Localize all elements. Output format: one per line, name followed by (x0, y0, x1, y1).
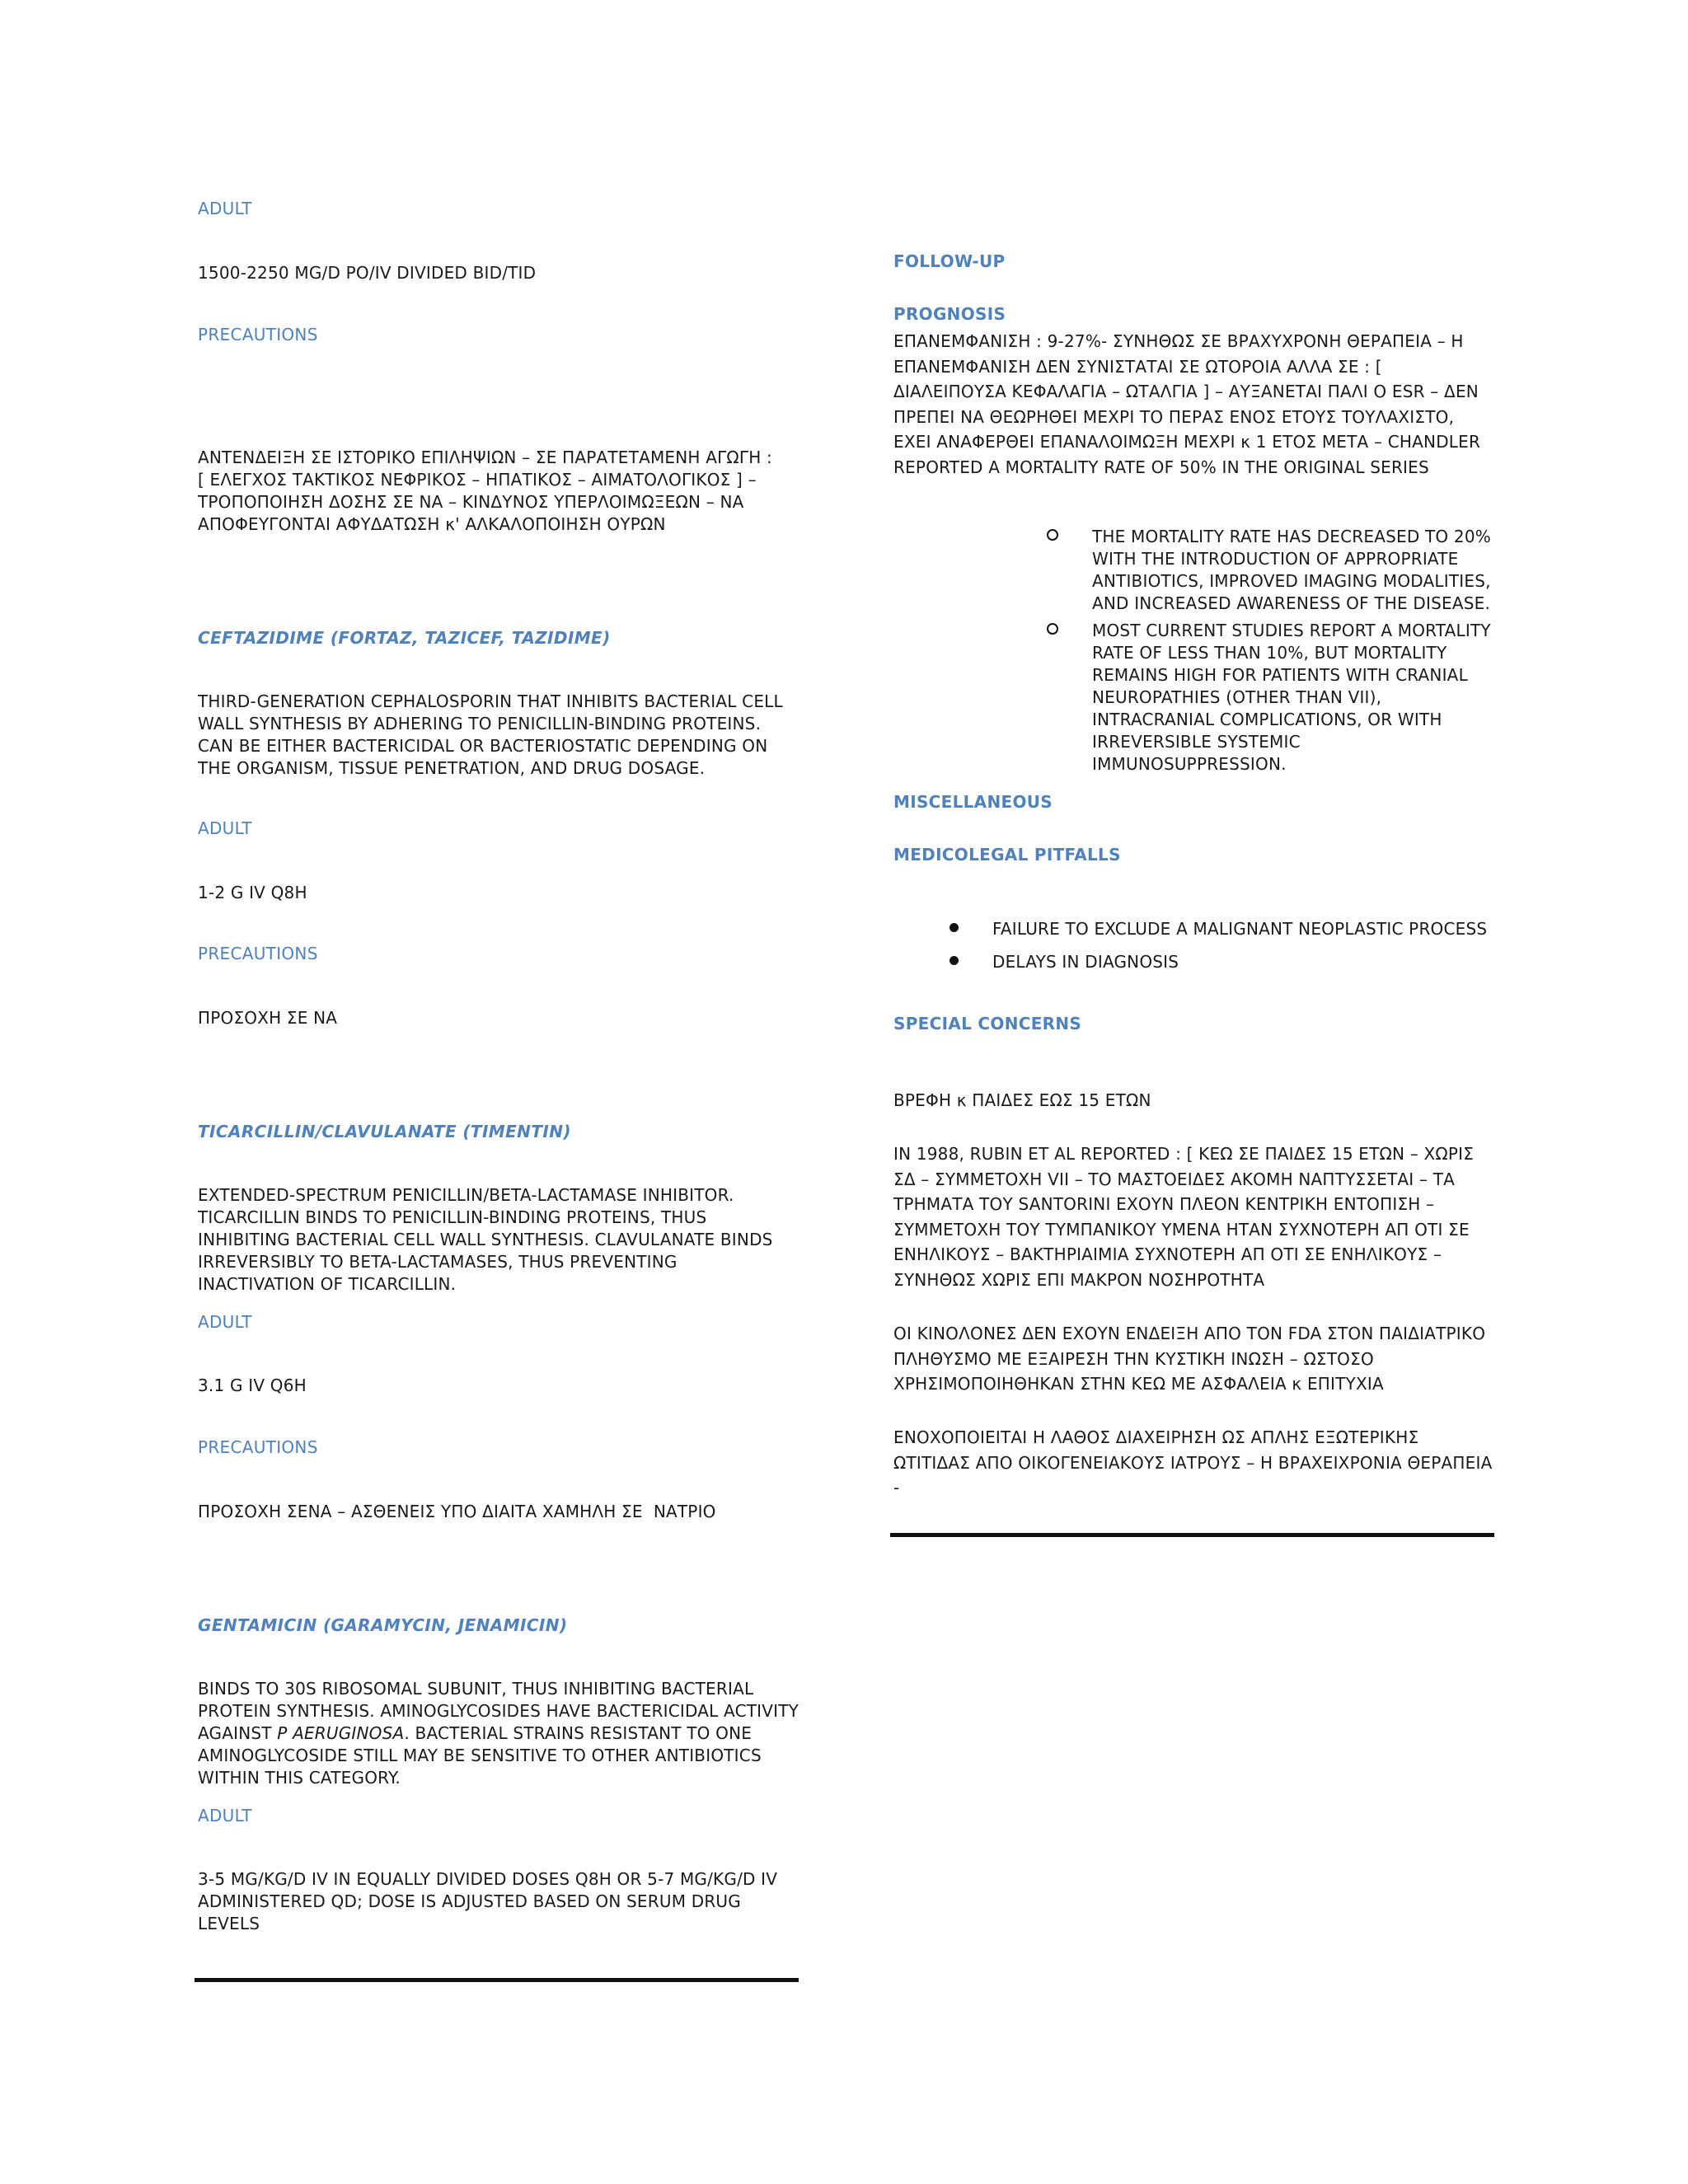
prognosis-bullet (1092, 526, 1496, 615)
pitfall-item (992, 918, 1503, 940)
adult-label-2: ADULT (198, 818, 252, 838)
adult-label-1: ADULT (198, 199, 252, 218)
adult-label-3: ADULT (198, 1312, 252, 1332)
ceftazidime-description: THIRD-GENERATION CEPHALOSPORIN THAT INHIBITS BACTERIAL CELL WALL SYNTHESIS BY ADHERING TO PENICILLIN-BINDING PROTEINS. CAN BE EITHER BACTERICIDAL OR BACTERIOSTATIC DEPENDING ON THE ORGANISM, TISSUE PENETRATION, AND DRUG DOSAGE. (198, 691, 783, 778)
adult-dose-1: 1500-2250 MG/D PO/IV DIVIDED BID/TID (198, 263, 537, 283)
ticarcillin-description: EXTENDED-SPECTRUM PENICILLIN/BETA-LACTAMASE INHIBITOR. TICARCILLIN BINDS TO PENICILLIN-BINDING PROTEINS, THUS INHIBITING BACTERIAL CELL WALL SYNTHESIS. CLAVULANATE BINDS IRREVERSIBLY TO BETA-LACTAMASES, THUS PREVENTING INACTIVATION OF TICARCILLIN. (198, 1185, 773, 1294)
pitfalls-list (992, 918, 1503, 973)
gentamicin-desc-part-b: . BACTERIAL STRAINS RESISTANT TO ONE AMINOGLYCOSIDE STILL MAY BE SENSITIVE TO OTHER ANTIBIOTICS WITHIN THIS CATEGORY. (198, 1723, 762, 1788)
precautions-label-3: PRECAUTIONS (198, 1437, 318, 1457)
precautions-text-1: ΑΝΤΕΝΔΕΙΞΗ ΣΕ ΙΣΤΟΡΙΚΟ ΕΠΙΛΗΨΙΩΝ – ΣΕ ΠΑΡΑΤΕΤΑΜΕΝΗ ΑΓΩΓΗ : [ ΕΛΕΓΧΟΣ ΤΑΚΤΙΚΟΣ ΝΕΦΡΙΚΟΣ – ΗΠΑΤΙΚΟΣ – ΑΙΜΑΤΟΛΟΓΙΚΟΣ ] – ΤΡΟΠΟΠΟΙΗΣΗ ΔΟΣΗΣ ΣΕ ΝΑ – ΚΙΝΔΥΝΟΣ ΥΠΕΡΛΟΙΜΩΞΕΩΝ – ΝΑ ΑΠΟΦΕΥΓΟΝΤΑΙ ΑΦΥΔΑΤΩΣΗ κ' ΑΛΚΑΛΟΠΟΙΗΣΗ ΟΥΡΩΝ (198, 448, 772, 534)
left-column-end-rule (195, 1978, 799, 1982)
circle-bullet-icon (1047, 623, 1058, 635)
prognosis-bullet-list (1092, 526, 1496, 776)
circle-bullet-icon (1047, 529, 1058, 541)
precautions-text-3: ΠΡΟΣΟΧΗ ΣΕΝΑ – ΑΣΘΕΝΕΙΣ ΥΠΟ ΔΙΑΙΤΑ ΧΑΜΗΛΗ ΣΕ ΝΑΤΡΙΟ (198, 1502, 716, 1521)
ceftazidime-title: CEFTAZIDIME (FORTAZ, TAZICEF, TAZIDIME) (198, 628, 611, 648)
pitfall-text: DELAYS IN DIAGNOSIS (992, 952, 1179, 972)
prognosis-text: ΕΠΑΝΕΜΦΑΝΙΣΗ : 9-27%- ΣΥΝΗΘΩΣ ΣΕ ΒΡΑΧΥΧΡΟΝΗ ΘΕΡΑΠΕΙΑ – Η ΕΠΑΝΕΜΦΑΝΙΣΗ ΔΕΝ ΣΥΝΙΣΤΑΤΑΙ ΣΕ ΩΤΟΡΟΙΑ ΑΛΛΑ ΣΕ : [ ΔΙΑΛΕΙΠΟΥΣΑ ΚΕΦΑΛΑΓΙΑ – ΩΤΑΛΓΙΑ ] – ΑΥΞΑΝΕΤΑΙ ΠΑΛΙ Ο ESR – ΔΕΝ ΠΡΕΠΕΙ ΝΑ ΘΕΩΡΗΘΕΙ ΜΕΧΡΙ ΤΟ ΠΕΡΑΣ ΕΝΟΣ ΕΤΟΥΣ ΤΟΥΛΑΧΙΣΤΟ, ΕΧΕΙ ΑΝΑΦΕΡΘΕΙ ΕΠΑΝΑΛΟΙΜΩΞΗ ΜΕΧΡΙ κ 1 ΕΤΟΣ ΜΕΤΑ – CHANDLER REPORTED A MORTALITY RATE OF 50% IN THE ORIGINAL SERIES (893, 331, 1481, 477)
bullet-icon (950, 923, 959, 932)
special-concerns-text-1: ΒΡΕΦΗ κ ΠΑΙΔΕΣ ΕΩΣ 15 ΕΤΩΝ (893, 1090, 1151, 1110)
pitfall-text: FAILURE TO EXCLUDE A MALIGNANT NEOPLASTIC PROCESS (992, 919, 1488, 939)
miscellaneous-heading: MISCELLANEOUS (893, 792, 1053, 812)
adult-dose-4: 3-5 MG/KG/D IV IN EQUALLY DIVIDED DOSES Q8H OR 5-7 MG/KG/D IV ADMINISTERED QD; DOSE IS ADJUSTED BASED ON SERUM DRUG LEVELS (198, 1869, 778, 1933)
pitfall-item (992, 951, 1503, 973)
bullet-icon (950, 956, 959, 965)
adult-label-4: ADULT (198, 1806, 252, 1825)
special-concerns-text-3: ΟΙ ΚΙΝΟΛΟΝΕΣ ΔΕΝ ΕΧΟΥΝ ΕΝΔΕΙΞΗ ΑΠΟ ΤΟΝ FDA ΣΤΟΝ ΠΑΙΔΙΑΤΡΙΚΟ ΠΛΗΘΥΣΜΟ ΜΕ ΕΞΑΙΡΕΣΗ ΤΗΝ ΚΥΣΤΙΚΗ ΙΝΩΣΗ – ΩΣΤΟΣΟ ΧΡΗΣΙΜΟΠΟΙΗΘΗΚΑΝ ΣΤΗΝ ΚΕΩ ΜΕ ΑΣΦΑΛΕΙΑ κ ΕΠΙΤΥΧΙΑ (893, 1324, 1486, 1394)
special-concerns-text-4: ΕΝΟΧΟΠΟΙΕΙΤΑΙ Η ΛΑΘΟΣ ΔΙΑΧΕΙΡΗΣΗ ΩΣ ΑΠΛΗΣ ΕΞΩΤΕΡΙΚΗΣ ΩΤΙΤΙΔΑΣ ΑΠΟ ΟΙΚΟΓΕΝΕΙΑΚΟΥΣ ΙΑΤΡΟΥΣ – Η ΒΡΑΧΕΙΧΡΟΝΙΑ ΘΕΡΑΠΕΙΑ - (893, 1427, 1493, 1498)
gentamicin-title: GENTAMICIN (GARAMYCIN, JENAMICIN) (198, 1615, 568, 1635)
gentamicin-desc-part-a: BINDS TO 30S RIBOSOMAL SUBUNIT, THUS INHIBITING BACTERIAL PROTEIN SYNTHESIS. AMINOGLYCOSIDES HAVE BACTERICIDAL ACTIVITY AGAINST (198, 1679, 799, 1743)
ticarcillin-title: TICARCILLIN/CLAVULANATE (TIMENTIN) (198, 1122, 571, 1141)
prognosis-bullet-text: THE MORTALITY RATE HAS DECREASED TO 20% WITH THE INTRODUCTION OF APPROPRIATE ANTIBIOTICS, IMPROVED IMAGING MODALITIES, AND INCREASED AWARENESS OF THE DISEASE. (1092, 527, 1491, 613)
precautions-label-2: PRECAUTIONS (198, 944, 318, 963)
follow-up-heading: FOLLOW-UP (893, 251, 1006, 271)
adult-dose-2: 1-2 G IV Q8H (198, 883, 307, 902)
precautions-text-2: ΠΡΟΣΟΧΗ ΣΕ ΝΑ (198, 1008, 338, 1028)
medicolegal-pitfalls-heading: MEDICOLEGAL PITFALLS (893, 845, 1121, 865)
special-concerns-heading: SPECIAL CONCERNS (893, 1014, 1082, 1033)
special-concerns-text-2: IN 1988, RUBIN ET AL REPORTED : [ ΚΕΩ ΣΕ ΠΑΙΔΕΣ 15 ΕΤΩΝ – ΧΩΡΙΣ ΣΔ – ΣΥΜΜΕΤΟΧΗ VII – ΤΟ ΜΑΣΤΟΕΙΔΕΣ ΑΚΟΜΗ ΝΑΠΤΥΣΣΕΤΑΙ – ΤΑ ΤΡΗΜΑΤΑ ΤΟΥ SANTORINI ΕΧΟΥΝ ΠΛΕΟΝ ΚΕΝΤΡΙΚΗ ΕΝΤΟΠΙΣΗ – ΣΥΜΜΕΤΟΧΗ ΤΟΥ ΤΥΜΠΑΝΙΚΟΥ ΥΜΕΝΑ ΗΤΑΝ ΣΥΧΝΟΤΕΡΗ ΑΠ ΟΤΙ ΣΕ ΕΝΗΛΙΚΟΥΣ – ΒΑΚΤΗΡΙΑΙΜΙΑ ΣΥΧΝΟΤΕΡΗ ΑΠ ΟΤΙ ΣΕ ΕΝΗΛΙΚΟΥΣ – ΣΥΝΗΘΩΣ ΧΩΡΙΣ ΕΠΙ ΜΑΚΡΟΝ ΝΟΣΗΡΟΤΗΤΑ (893, 1144, 1475, 1290)
prognosis-heading: PROGNOSIS (893, 304, 1006, 324)
prognosis-bullet (1092, 620, 1496, 776)
gentamicin-description (198, 1678, 799, 1789)
gentamicin-desc-organism: P AERUGINOSA (277, 1723, 405, 1743)
adult-dose-3: 3.1 G IV Q6H (198, 1376, 307, 1395)
right-column-end-rule (890, 1533, 1494, 1537)
precautions-label-1: PRECAUTIONS (198, 325, 318, 344)
prognosis-bullet-text: MOST CURRENT STUDIES REPORT A MORTALITY RATE OF LESS THAN 10%, BUT MORTALITY REMAINS HIGH FOR PATIENTS WITH CRANIAL NEUROPATHIES (OTHER THAN VII), INTRACRANIAL COMPLICATIONS, OR WITH IRREVERSIBLE SYSTEMIC IMMUNOSUPPRESSION. (1092, 621, 1491, 774)
